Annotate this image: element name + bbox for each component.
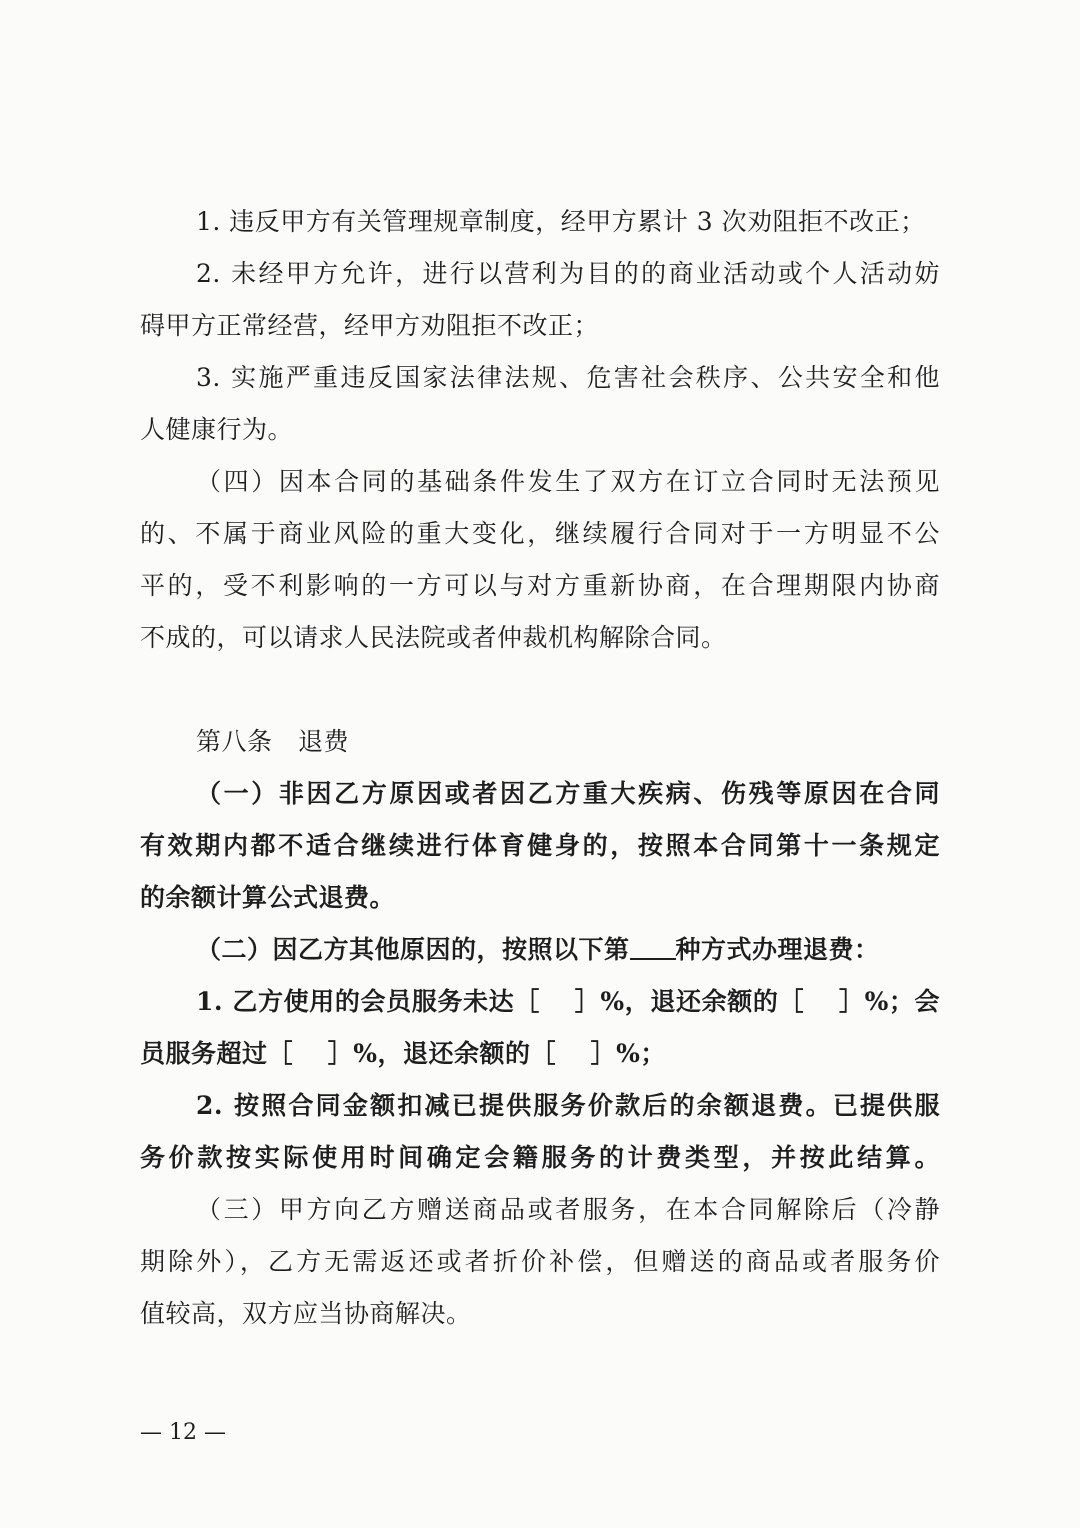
refund-option-1-line-2: 员服务超过［ ］%，退还余额的［ ］%； (140, 1039, 666, 1068)
list-item-1: 1. 违反甲方有关管理规章制度，经甲方累计 3 次劝阻拒不改正； (196, 207, 926, 236)
clause-4-line-1: （四）因本合同的基础条件发生了双方在订立合同时无法预见 (196, 467, 940, 496)
refund-option-1-line-1: 1. 乙方使用的会员服务未达［ ］%，退还余额的［ ］%；会 (196, 987, 940, 1016)
list-item-3-continued: 人健康行为。 (140, 415, 294, 444)
clause-4-line-3: 平的，受不利影响的一方可以与对方重新协商，在合理期限内协商 (140, 571, 940, 600)
refund-clause-3-line-1: （三）甲方向乙方赠送商品或者服务，在本合同解除后（冷静 (196, 1195, 940, 1224)
refund-option-2-line-1: 2. 按照合同金额扣减已提供服务价款后的余额退费。已提供服 (196, 1091, 940, 1120)
refund-clause-3-line-2: 期除外），乙方无需返还或者折价补偿，但赠送的商品或者服务价 (140, 1247, 940, 1276)
clause-4-line-2: 的、不属于商业风险的重大变化，继续履行合同对于一方明显不公 (140, 519, 940, 548)
list-item-2-continued: 碍甲方正常经营，经甲方劝阻拒不改正； (140, 311, 600, 340)
refund-clause-2-text-after-blank: 种方式办理退费： (675, 935, 880, 964)
refund-clause-2-text-before-blank: （二）因乙方其他原因的，按照以下第 (196, 935, 630, 964)
list-item-2: 2. 未经甲方允许，进行以营利为目的的商业活动或个人活动妨 (196, 259, 940, 288)
refund-option-2-line-2: 务价款按实际使用时间确定会籍服务的计费类型，并按此结算。 (140, 1143, 940, 1172)
refund-clause-2-line (196, 930, 940, 970)
article-8-heading: 第八条 退费 (196, 727, 350, 756)
clause-4-line-4: 不成的，可以请求人民法院或者仲裁机构解除合同。 (140, 623, 727, 652)
refund-clause-1-line-3: 的余额计算公式退费。 (140, 883, 396, 912)
page-number: — 12 — (140, 1420, 226, 1445)
refund-clause-1-line-2: 有效期内都不适合继续进行体育健身的，按照本合同第十一条规定 (140, 831, 940, 860)
fill-in-blank (630, 934, 676, 960)
refund-clause-1-line-1: （一）非因乙方原因或者因乙方重大疾病、伤残等原因在合同 (196, 779, 940, 808)
refund-clause-3-line-3: 值较高，双方应当协商解决。 (140, 1299, 472, 1328)
list-item-3: 3. 实施严重违反国家法律法规、危害社会秩序、公共安全和他 (196, 363, 940, 392)
